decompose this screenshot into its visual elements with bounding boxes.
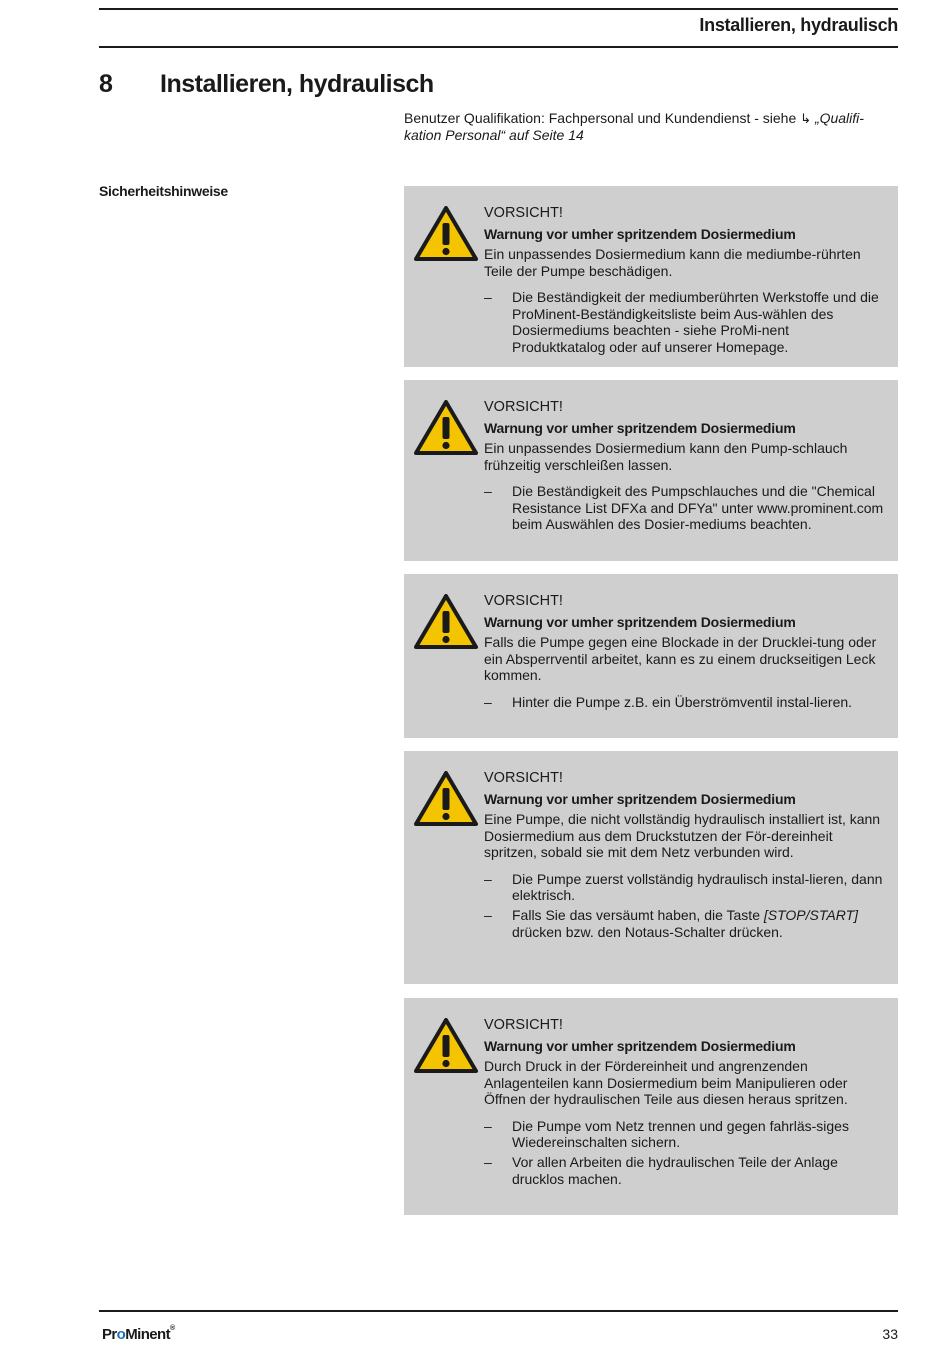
- warning-box: [404, 186, 898, 367]
- action-step: – Die Beständigkeit der mediumberührten Werkstoffe und die ProMinent-Beständigkeitsliste beim Aus-wählen des Dosiermediums beachten - siehe ProMi-nent Produktkatalog oder auf unserer Homepage.: [484, 289, 884, 355]
- hazard-consequence: Durch Druck in der Fördereinheit und angrenzenden Anlagenteilen kann Dosiermedium beim Manipulieren oder Öffnen der hydraulischen Teile aus diesen heraus spritzen.: [484, 1058, 848, 1108]
- action-list: [484, 1118, 884, 1187]
- action-step-text: drücken bzw. den Notaus-Schalter drücken.: [512, 923, 783, 940]
- action-list: [484, 289, 884, 355]
- hazard-consequence: Ein unpassendes Dosiermedium kann die mediumbe-rührten Teile der Pumpe beschädigen.: [484, 246, 861, 279]
- warning-triangle-icon: [414, 771, 478, 827]
- safety-section-heading: Sicherheitshinweise: [99, 183, 228, 199]
- signal-word: VORSICHT!: [484, 399, 563, 415]
- running-header: Installieren, hydraulisch: [699, 15, 898, 35]
- hazard-title: Warnung vor umher spritzendem Dosiermedium: [484, 420, 796, 436]
- warning-box: [404, 574, 898, 738]
- hazard-consequence: Eine Pumpe, die nicht vollständig hydraulisch installiert ist, kann Dosiermedium aus dem Druckstutzen der För-dereinheit spritzen, sobald sie mit dem Netz verbunden wird.: [484, 811, 881, 861]
- warning-box: [404, 751, 898, 984]
- action-step: – Vor allen Arbeiten die hydraulischen Teile der Anlage drucklos machen.: [484, 1154, 884, 1187]
- registered-mark: ®: [169, 1325, 175, 1332]
- logo-text-accent: o: [116, 1326, 126, 1343]
- user-qualification: [404, 110, 898, 144]
- warning-triangle-icon: [414, 1018, 478, 1074]
- warning-triangle-icon: [414, 206, 478, 262]
- warning-box: [404, 380, 898, 561]
- hazard-title: Warnung vor umher spritzendem Dosiermedium: [484, 226, 796, 242]
- action-step: [484, 907, 884, 940]
- signal-word: VORSICHT!: [484, 770, 563, 786]
- hazard-title: Warnung vor umher spritzendem Dosiermedium: [484, 791, 796, 807]
- hazard-consequence: Ein unpassendes Dosiermedium kann den Pump-schlauch frühzeitig verschleißen lassen.: [484, 440, 848, 473]
- chapter-number: 8: [99, 70, 113, 98]
- action-list: [484, 694, 884, 711]
- signal-word: VORSICHT!: [484, 1017, 563, 1033]
- qualification-text: Benutzer Qualifikation: Fachpersonal und Kundendienst - siehe: [404, 110, 801, 126]
- warning-box: [404, 998, 898, 1215]
- action-step: – Die Pumpe vom Netz trennen und gegen fahrläs-siges Wiedereinschalten sichern.: [484, 1118, 884, 1151]
- action-step: – Hinter die Pumpe z.B. ein Überströmventil instal-lieren.: [484, 694, 884, 711]
- signal-word: VORSICHT!: [484, 593, 563, 609]
- chapter-title: Installieren, hydraulisch: [160, 70, 434, 98]
- hazard-title: Warnung vor umher spritzendem Dosiermedium: [484, 614, 796, 630]
- warning-triangle-icon: [414, 594, 478, 650]
- hazard-consequence: Falls die Pumpe gegen eine Blockade in der Drucklei-tung oder ein Absperrventil arbeitet, kann es zu einem druckseitigen Leck kommen.: [484, 634, 877, 684]
- hazard-title: Warnung vor umher spritzendem Dosiermedium: [484, 1038, 796, 1054]
- action-step: – Die Beständigkeit des Pumpschlauches und die "Chemical Resistance List DFXa and DFYa" unter www.prominent.com beim Auswählen des Dosier-mediums beachten.: [484, 483, 884, 533]
- signal-word: VORSICHT!: [484, 205, 563, 221]
- header-rule: [99, 8, 898, 10]
- page-number: 33: [882, 1326, 898, 1342]
- logo-text: Minent: [125, 1326, 170, 1343]
- action-list: [484, 483, 884, 533]
- action-step-text: Falls Sie das versäumt haben, die Taste: [512, 906, 764, 923]
- action-step: – Die Pumpe zuerst vollständig hydraulisch instal-lieren, dann elektrisch.: [484, 871, 884, 904]
- action-list: [484, 871, 884, 940]
- warning-triangle-icon: [414, 400, 478, 456]
- reference-arrow-icon: ↳: [800, 111, 812, 126]
- footer-rule: [99, 1310, 898, 1312]
- logo-text: Pr: [102, 1326, 117, 1343]
- prominent-logo: [102, 1326, 175, 1343]
- qualification-reference-link[interactable]: „Qualifi-kation Personal“ auf Seite 14: [404, 110, 864, 143]
- chapter-heading: [99, 70, 434, 99]
- stop-start-key-label: [STOP/START]: [763, 906, 859, 923]
- header-underline: [99, 46, 898, 48]
